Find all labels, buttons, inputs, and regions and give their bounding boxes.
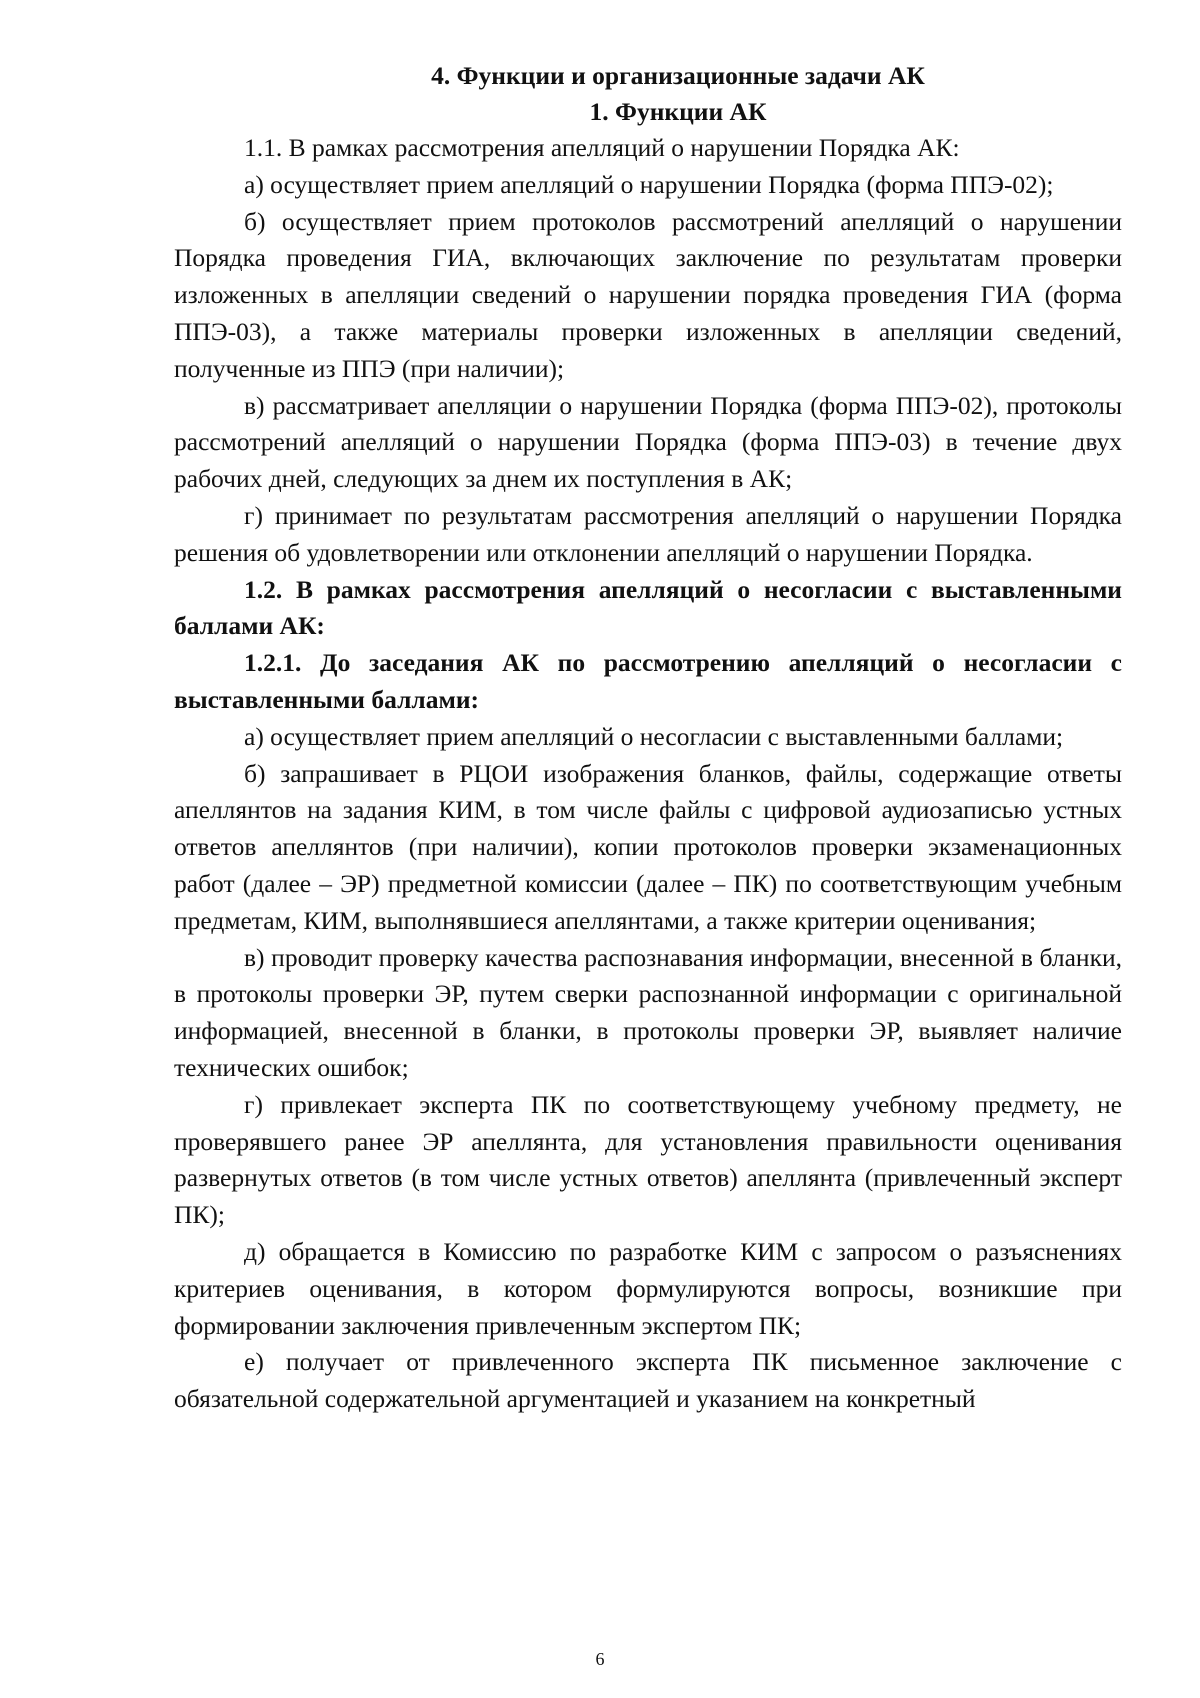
paragraph-1-1-a: а) осуществляет прием апелляций о нарушении Порядка (форма ППЭ-02);	[244, 169, 1054, 199]
paragraph-1-2-1-d: д) обращается в Комиссию по разработке КИМ с запросом о разъяснениях критериев оценивания, в котором формулируются вопросы, возникшие при формировании заключения привлеченным экспертом ПК;	[174, 1236, 1122, 1340]
paragraph-1-2-1: 1.2.1. До заседания АК по рассмотрению апелляций о несогласии с выставленными баллами:	[174, 648, 1122, 714]
paragraph-1-1: 1.1. В рамках рассмотрения апелляций о нарушении Порядка АК:	[244, 133, 960, 162]
section-title: 4. Функции и организационные задачи АК	[431, 61, 925, 90]
paragraph-1-1-v: в) рассматривает апелляции о нарушении Порядка (форма ППЭ-02), протоколы рассмотрений апелляций о нарушении Порядка (форма ППЭ-03) в течение двух рабочих дней, следующих за днем их поступления в АК;	[174, 390, 1122, 494]
paragraph-1-2-1-b: б) запрашивает в РЦОИ изображения бланков, файлы, содержащие ответы апеллянтов на задания КИМ, в том числе файлы с цифровой аудиозаписью устных ответов апеллянтов (при наличии), копии протоколов проверки экзаменационных работ (далее – ЭР) предметной комиссии (далее – ПК) по соответствующим учебным предметам, КИМ, выполнявшиеся апеллянтами, а также критерии оценивания;	[174, 758, 1122, 935]
subsection-title: 1. Функции АК	[589, 97, 767, 126]
paragraph-1-2-1-e: е) получает от привлеченного эксперта ПК письменное заключение с обязательной содержательной аргументацией и указанием на конкретный	[174, 1347, 1122, 1414]
paragraph-1-1-g: г) принимает по результатам рассмотрения апелляций о нарушении Порядка решения об удовлетворении или отклонении апелляций о нарушении Порядка.	[174, 500, 1122, 567]
page-number: 6	[595, 1649, 605, 1669]
paragraph-1-2-1-a: а) осуществляет прием апелляций о несогласии с выставленными баллами;	[244, 721, 1064, 751]
paragraph-1-2-1-v: в) проводит проверку качества распознавания информации, внесенной в бланки, в протоколы проверки ЭР, путем сверки распознанной информации с оригинальной информацией, внесенной в бланки, в протоколы проверки ЭР, выявляет наличие технических ошибок;	[174, 942, 1122, 1082]
paragraph-1-2-1-g: г) привлекает эксперта ПК по соответствующему учебному предмету, не проверявшего ранее ЭР апеллянта, для установления правильности оценивания развернутых ответов (в том числе устных ответов) апеллянта (привлеченный эксперт ПК);	[174, 1089, 1122, 1230]
paragraph-1-2: 1.2. В рамках рассмотрения апелляций о несогласии с выставленными баллами АК:	[174, 574, 1122, 641]
paragraph-1-1-b: б) осуществляет прием протоколов рассмотрений апелляций о нарушении Порядка проведения ГИА, включающих заключение по результатам проверки изложенных в апелляции сведений о нарушении порядка проведения ГИА (форма ППЭ-03), а также материалы проверки изложенных в апелляции сведений, полученные из ППЭ (при наличии);	[174, 206, 1122, 383]
